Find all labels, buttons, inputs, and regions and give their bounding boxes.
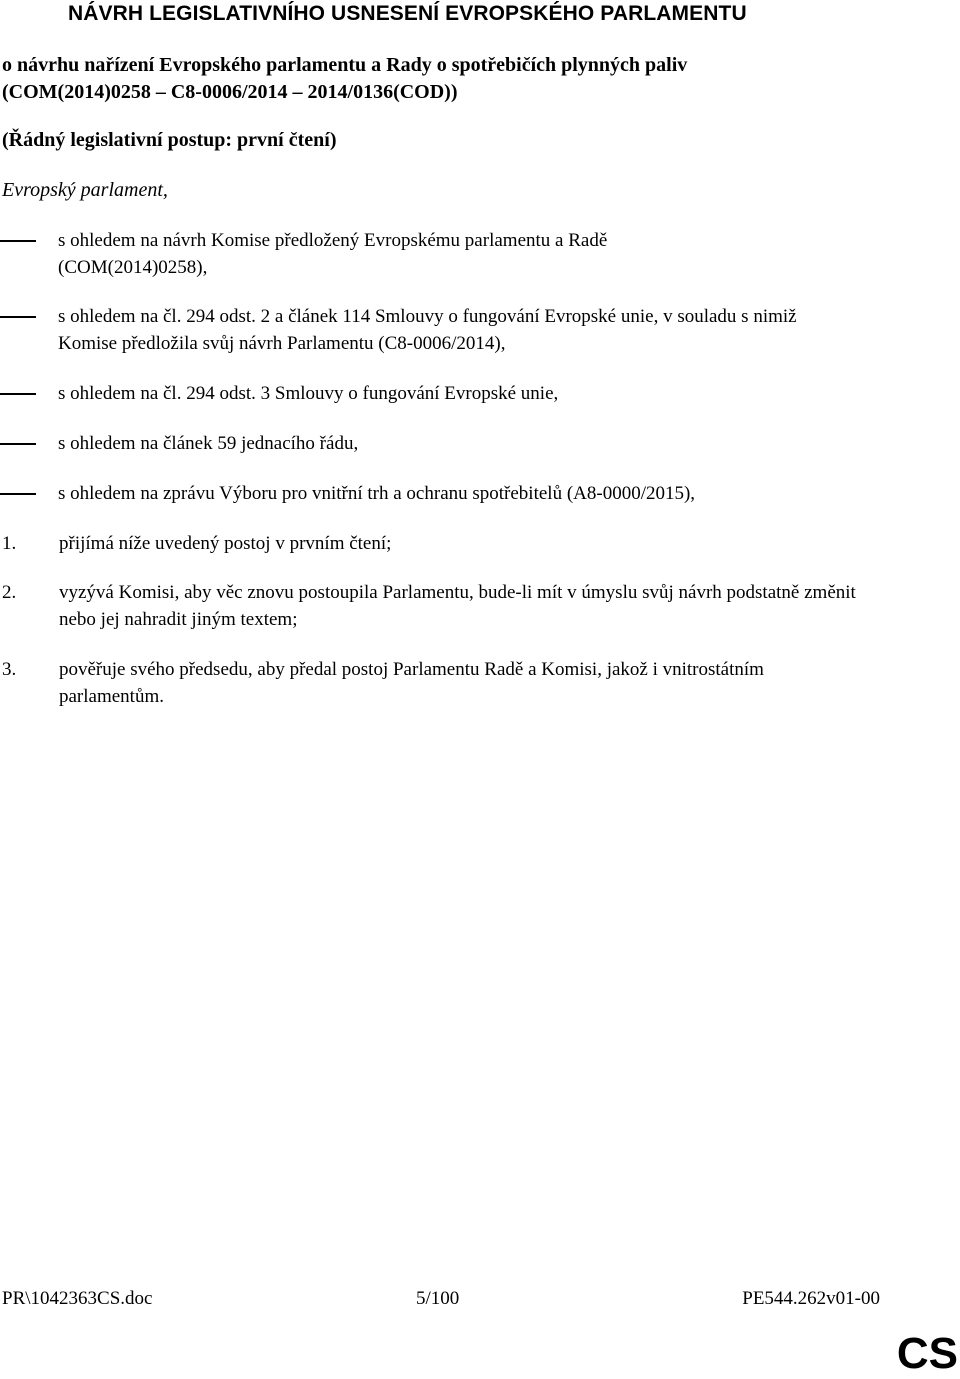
citation-item [0,227,900,281]
footer-reference: PE544.262v01-00 [742,1288,880,1309]
resolution-item [2,579,902,633]
citation-text: s ohledem na článek 59 jednacího řádu, [58,433,359,454]
citation-item [0,303,900,357]
resolution-number: 1. [2,533,17,554]
resolution-item [2,530,902,557]
citation-item [0,480,900,507]
intro-line: Evropský parlament, [2,179,168,201]
citation-text: s ohledem na zprávu Výboru pro vnitřní trh a ochranu spotřebitelů (A8-0000/2015), [58,483,696,504]
resolution-text: vyzývá Komisi, aby věc znovu postoupila Parlamentu, bude-li mít v úmyslu svůj návrh podstatně změnit nebo jej nahradit jiným textem; [59,582,856,630]
subtitle-line-1: o návrhu nařízení Evropského parlamentu a Rady o spotřebičích plynných paliv [2,54,688,76]
language-code: CS [896,1329,958,1378]
footer-doc-name: PR\1042363CS.doc [2,1288,153,1309]
citation-text: s ohledem na čl. 294 odst. 3 Smlouvy o fungování Evropské unie, [58,383,559,404]
resolution-text: pověřuje svého předsedu, aby předal postoj Parlamentu Radě a Komisi, jakož i vnitrostátním parlamentům. [59,659,764,707]
document-title: NÁVRH LEGISLATIVNÍHO USNESENÍ EVROPSKÉHO PARLAMENTU [68,2,747,25]
document-subtitle [2,52,687,106]
subtitle-line-2: (COM(2014)0258 – C8-0006/2014 – 2014/0136(COD)) [2,81,458,103]
dash-bullet [0,240,36,242]
dash-bullet [0,493,36,495]
resolution-item [2,656,902,710]
footer-page-number: 5/100 [416,1288,460,1309]
resolution-text: přijímá níže uvedený postoj v prvním čtení; [59,533,392,554]
procedure-label: (Řádný legislativní postup: první čtení) [2,129,337,151]
dash-bullet [0,393,36,395]
citation-item [0,430,900,457]
citation-item [0,380,900,407]
citation-text: s ohledem na návrh Komise předložený Evropskému parlamentu a Radě (COM(2014)0258), [58,230,608,278]
resolution-number: 2. [2,582,17,603]
dash-bullet [0,316,36,318]
citation-text: s ohledem na čl. 294 odst. 2 a článek 114 Smlouvy o fungování Evropské unie, v souladu s nimiž Komise předložila svůj návrh Parlamentu (C8-0006/2014), [58,306,797,354]
dash-bullet [0,443,36,445]
resolution-number: 3. [2,659,17,680]
